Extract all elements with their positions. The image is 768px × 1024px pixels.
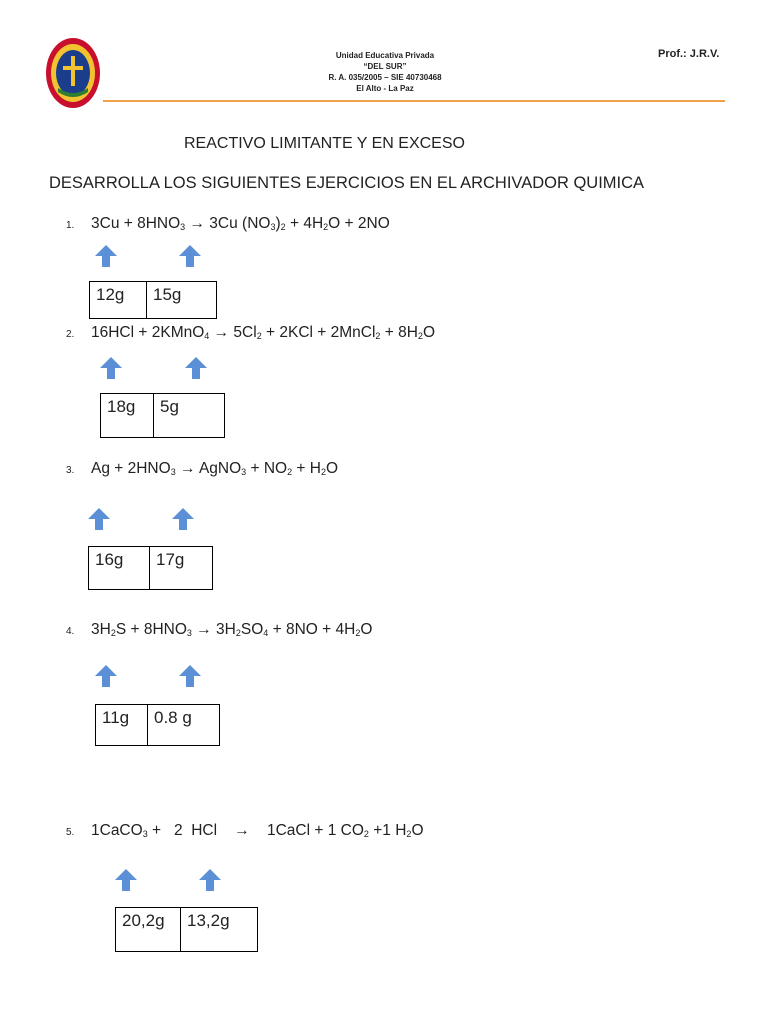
exercise-1-equation: 1. $3Cu + 8HNO_3 \to 3Cu$ $(NO_3)_2 + 4H_2O + 2NO$ bbox=[66, 215, 390, 232]
mass-box-4 bbox=[95, 704, 220, 746]
arrow-up-icon bbox=[88, 508, 110, 530]
reactant-mass-b: 0.8 g bbox=[154, 708, 192, 727]
reactant-mass-a: 12g bbox=[90, 282, 147, 318]
exercise-2-equation: 2. 16HCl + 2KMnO$_4$ → $5Cl_2 + 2KCl$ + 2MnCl$_2$ + $8H_2O$ bbox=[66, 324, 435, 341]
arrow-up-icon bbox=[179, 245, 201, 267]
school-registration: R. A. 035/2005 – SIE 40730468 bbox=[328, 73, 442, 82]
exercise-number: 4. bbox=[66, 626, 75, 637]
page-title: REACTIVO LIMITANTE Y EN EXCESO bbox=[184, 135, 465, 152]
school-motto: “DEL SUR” bbox=[363, 62, 407, 71]
exercise-4-equation: 4. $3H_2S + 8HNO_3 \to 3H_2SO_4 + 8NO + 4H_2O$ bbox=[66, 621, 373, 638]
reactant-mass-b: 5g bbox=[160, 397, 179, 416]
arrow-up-icon bbox=[185, 357, 207, 379]
mass-box-5 bbox=[115, 907, 258, 952]
instructions: DESARROLLA LOS SIGUIENTES EJERCICIOS EN EL ARCHIVADOR QUIMICA bbox=[49, 174, 645, 192]
professor-label: Prof.: J.R.V. bbox=[658, 48, 720, 60]
reactant-mass-b: 17g bbox=[156, 550, 185, 569]
mass-box-3 bbox=[88, 546, 213, 590]
reactant-mass-a: 18g bbox=[101, 394, 154, 437]
exercise-number: 5. bbox=[66, 827, 75, 838]
exercise-number: 3. bbox=[66, 465, 75, 476]
reactant-mass-a: 16g bbox=[89, 547, 150, 589]
reactant-mass-a: 20,2g bbox=[116, 908, 181, 951]
reactant-mass-b: 15g bbox=[153, 285, 182, 304]
arrow-up-icon bbox=[199, 869, 221, 891]
reactant-mass-a: 11g bbox=[96, 705, 148, 745]
header-divider bbox=[103, 100, 725, 102]
reactant-mass-b: 13,2g bbox=[187, 911, 230, 930]
exercise-number: 2. bbox=[66, 329, 75, 340]
exercise-5-equation: 5. 1CaCO$_3$ + 2 HCl → 1CaCl + 1 $CO_2 +1$ $H_2O$ bbox=[66, 822, 424, 839]
arrow-up-icon bbox=[115, 869, 137, 891]
arrow-up-icon bbox=[100, 357, 122, 379]
mass-box-2 bbox=[100, 393, 225, 438]
school-name: Unidad Educativa Privada bbox=[335, 51, 435, 60]
school-info bbox=[290, 50, 480, 94]
arrow-up-icon bbox=[95, 245, 117, 267]
school-logo bbox=[44, 36, 102, 110]
arrow-up-icon bbox=[95, 665, 117, 687]
exercise-number: 1. bbox=[66, 220, 75, 231]
arrow-up-icon bbox=[172, 508, 194, 530]
school-location: El Alto - La Paz bbox=[356, 84, 414, 93]
mass-box-1 bbox=[89, 281, 217, 319]
exercise-3-equation: 3. $Ag + 2HNO_3$ → AgNO$_3$ + $NO_2 + H_2O$ bbox=[66, 460, 339, 477]
arrow-up-icon bbox=[179, 665, 201, 687]
